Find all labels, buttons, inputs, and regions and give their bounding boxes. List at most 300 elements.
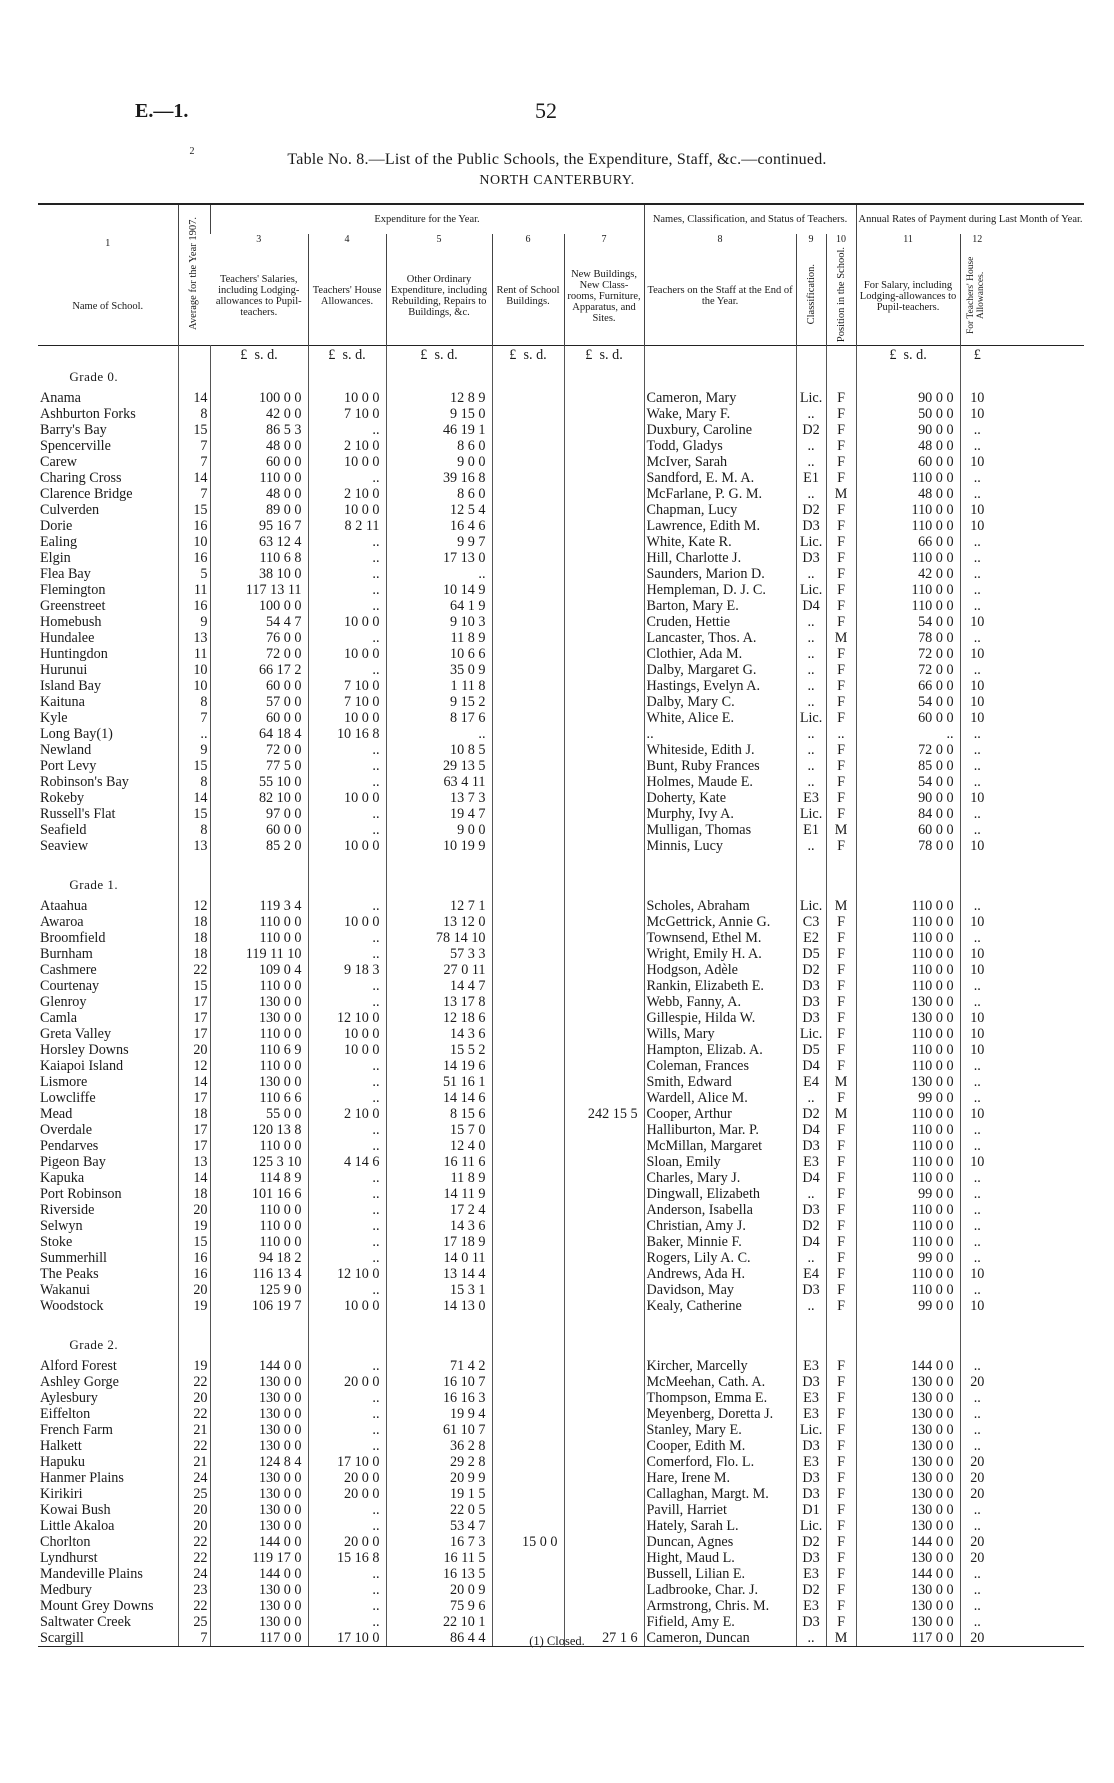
classification: D4 xyxy=(796,1170,826,1186)
new-buildings-amount xyxy=(564,1374,644,1390)
position: F xyxy=(826,774,856,790)
salary-rate: 50 0 0 xyxy=(856,406,960,422)
house-allowance-amount: .. xyxy=(308,1122,386,1138)
position: .. xyxy=(826,726,856,742)
new-buildings-amount: 242 15 5 xyxy=(564,1106,644,1122)
salaries-amount: 110 0 0 xyxy=(210,1138,308,1154)
school-name: Saltwater Creek xyxy=(40,1614,131,1631)
other-expenditure-amount: 1 11 8 xyxy=(386,678,492,694)
salary-rate: 54 0 0 xyxy=(856,694,960,710)
new-buildings-amount xyxy=(564,806,644,822)
teacher-name: Minnis, Lucy xyxy=(644,838,796,854)
teacher-name: Duxbury, Caroline xyxy=(644,422,796,438)
average-attendance: 11 xyxy=(178,646,210,662)
new-buildings-amount xyxy=(564,1614,644,1630)
salaries-amount: 144 0 0 xyxy=(210,1566,308,1582)
salaries-amount: 116 13 4 xyxy=(210,1266,308,1282)
rent-amount xyxy=(492,1422,564,1438)
school-name: Lyndhurst xyxy=(40,1550,98,1567)
teacher-name: Todd, Gladys xyxy=(644,438,796,454)
table-row xyxy=(38,994,1084,1010)
other-expenditure-amount: 16 7 3 xyxy=(386,1534,492,1550)
classification: D2 xyxy=(796,962,826,978)
house-allowance-amount: .. xyxy=(308,806,386,822)
new-buildings-amount xyxy=(564,1298,644,1314)
house-allowance-rate: 10 xyxy=(960,1010,994,1026)
right-margin-cell xyxy=(994,1534,1084,1550)
classification: D3 xyxy=(796,1202,826,1218)
salary-rate: 99 0 0 xyxy=(856,1186,960,1202)
average-attendance: 8 xyxy=(178,406,210,422)
position: F xyxy=(826,1614,856,1630)
right-margin-cell xyxy=(994,454,1084,470)
units-other: £ s. d. xyxy=(386,346,492,365)
house-allowance-amount: .. xyxy=(308,1218,386,1234)
other-expenditure-amount: 16 11 5 xyxy=(386,1550,492,1566)
table-row xyxy=(38,438,1084,454)
house-allowance-amount: .. xyxy=(308,994,386,1010)
new-buildings-amount xyxy=(564,1550,644,1566)
position: F xyxy=(826,534,856,550)
right-margin-cell xyxy=(994,914,1084,930)
rent-amount xyxy=(492,1486,564,1502)
other-expenditure-amount: 10 14 9 xyxy=(386,582,492,598)
other-expenditure-amount: 19 4 7 xyxy=(386,806,492,822)
position: F xyxy=(826,1486,856,1502)
new-buildings-amount xyxy=(564,1170,644,1186)
house-allowance-amount: 2 10 0 xyxy=(308,438,386,454)
salaries-amount: 110 0 0 xyxy=(210,930,308,946)
other-expenditure-amount: 20 9 9 xyxy=(386,1470,492,1486)
position: F xyxy=(826,550,856,566)
salary-rate: 110 0 0 xyxy=(856,598,960,614)
house-allowance-rate: .. xyxy=(960,1422,994,1438)
average-attendance: 20 xyxy=(178,1518,210,1534)
house-allowance-amount: .. xyxy=(308,1090,386,1106)
house-allowance-amount: .. xyxy=(308,1406,386,1422)
new-buildings-amount xyxy=(564,1390,644,1406)
other-expenditure-amount: .. xyxy=(386,726,492,742)
average-attendance: 21 xyxy=(178,1422,210,1438)
school-name: Newland xyxy=(40,742,92,759)
house-allowance-rate: .. xyxy=(960,1202,994,1218)
table-row xyxy=(38,1454,1084,1470)
classification: Lic. xyxy=(796,1518,826,1534)
right-margin-cell xyxy=(994,422,1084,438)
classification: .. xyxy=(796,1630,826,1647)
position: M xyxy=(826,1106,856,1122)
col-classification-header: Classification. xyxy=(796,247,826,346)
salary-rate: 130 0 0 xyxy=(856,1422,960,1438)
classification: D3 xyxy=(796,1138,826,1154)
house-allowance-rate: .. xyxy=(960,758,994,774)
average-attendance: 8 xyxy=(178,694,210,710)
rent-amount xyxy=(492,566,564,582)
house-allowance-rate: 10 xyxy=(960,1154,994,1170)
salary-rate: 130 0 0 xyxy=(856,1470,960,1486)
teacher-name: McIver, Sarah xyxy=(644,454,796,470)
average-attendance: 19 xyxy=(178,1358,210,1374)
gap-cell xyxy=(386,1314,492,1332)
other-expenditure-amount: 78 14 10 xyxy=(386,930,492,946)
other-expenditure-amount: 8 15 6 xyxy=(386,1106,492,1122)
right-margin-cell xyxy=(994,726,1084,742)
right-margin-cell xyxy=(994,1614,1084,1630)
right-margin-cell xyxy=(994,1010,1084,1026)
salaries-amount: 48 0 0 xyxy=(210,438,308,454)
average-attendance: 15 xyxy=(178,978,210,994)
units-house-rate: £ xyxy=(960,346,994,365)
house-allowance-amount: .. xyxy=(308,630,386,646)
other-expenditure-amount: 13 7 3 xyxy=(386,790,492,806)
other-expenditure-amount: 17 2 4 xyxy=(386,1202,492,1218)
house-allowance-rate: 10 xyxy=(960,710,994,726)
new-buildings-amount xyxy=(564,646,644,662)
house-allowance-rate: .. xyxy=(960,1282,994,1298)
house-allowance-amount: .. xyxy=(308,470,386,486)
new-buildings-amount xyxy=(564,1422,644,1438)
rent-amount xyxy=(492,742,564,758)
other-expenditure-amount: 22 10 1 xyxy=(386,1614,492,1630)
salaries-amount: 130 0 0 xyxy=(210,1582,308,1598)
salary-rate: 110 0 0 xyxy=(856,1138,960,1154)
school-name: Medbury xyxy=(40,1582,93,1599)
house-allowance-rate: .. xyxy=(960,630,994,646)
average-attendance: 22 xyxy=(178,1438,210,1454)
school-name: Charing Cross xyxy=(40,470,122,487)
classification: Lic. xyxy=(796,898,826,914)
new-buildings-amount xyxy=(564,1250,644,1266)
classification: D3 xyxy=(796,1374,826,1390)
salary-rate: 99 0 0 xyxy=(856,1298,960,1314)
table-row xyxy=(38,1122,1084,1138)
right-margin-cell xyxy=(994,1154,1084,1170)
other-expenditure-amount: 12 4 0 xyxy=(386,1138,492,1154)
school-name: Flemington xyxy=(40,582,106,599)
position: F xyxy=(826,454,856,470)
position: F xyxy=(826,1042,856,1058)
grade-spacer xyxy=(386,1332,492,1358)
rent-amount xyxy=(492,1438,564,1454)
salaries-amount: 110 0 0 xyxy=(210,1234,308,1250)
gap-cell xyxy=(856,854,960,872)
average-attendance: 12 xyxy=(178,898,210,914)
gap-cell xyxy=(644,1314,796,1332)
other-expenditure-amount: 13 12 0 xyxy=(386,914,492,930)
average-attendance: 11 xyxy=(178,582,210,598)
new-buildings-amount xyxy=(564,1202,644,1218)
right-margin-cell xyxy=(994,1422,1084,1438)
table-row xyxy=(38,1470,1084,1486)
salary-rate: 78 0 0 xyxy=(856,838,960,854)
col-number-12: 12 xyxy=(960,234,994,247)
position: F xyxy=(826,1186,856,1202)
house-allowance-amount: 20 0 0 xyxy=(308,1486,386,1502)
house-allowance-amount: .. xyxy=(308,566,386,582)
teacher-name: Cameron, Mary xyxy=(644,390,796,406)
salaries-amount: 110 0 0 xyxy=(210,1026,308,1042)
house-allowance-amount: .. xyxy=(308,774,386,790)
house-allowance-amount: .. xyxy=(308,550,386,566)
table-row xyxy=(38,930,1084,946)
new-buildings-amount xyxy=(564,1518,644,1534)
grade-spacer xyxy=(308,1332,386,1358)
rent-amount xyxy=(492,1218,564,1234)
house-allowance-amount: .. xyxy=(308,898,386,914)
house-allowance-amount: .. xyxy=(308,758,386,774)
gap-cell xyxy=(492,1314,564,1332)
classification: D4 xyxy=(796,1122,826,1138)
right-margin-cell xyxy=(994,742,1084,758)
new-buildings-amount xyxy=(564,838,644,854)
grade-spacer xyxy=(856,872,960,898)
salaries-amount: 100 0 0 xyxy=(210,598,308,614)
gap-cell xyxy=(826,854,856,872)
right-margin-cell xyxy=(994,1566,1084,1582)
house-allowance-rate: .. xyxy=(960,422,994,438)
other-expenditure-amount: 17 18 9 xyxy=(386,1234,492,1250)
house-allowance-amount: .. xyxy=(308,1282,386,1298)
average-attendance: 20 xyxy=(178,1390,210,1406)
salaries-amount: 72 0 0 xyxy=(210,646,308,662)
teacher-name: Halliburton, Mar. P. xyxy=(644,1122,796,1138)
position: F xyxy=(826,1422,856,1438)
right-margin-cell xyxy=(994,1406,1084,1422)
house-allowance-rate: 10 xyxy=(960,646,994,662)
new-buildings-amount: 27 1 6 xyxy=(564,1630,644,1647)
table-row xyxy=(38,502,1084,518)
house-allowance-amount: .. xyxy=(308,1598,386,1614)
other-expenditure-amount: 53 4 7 xyxy=(386,1518,492,1534)
teacher-name: Sloan, Emily xyxy=(644,1154,796,1170)
school-name: Alford Forest xyxy=(40,1358,117,1375)
school-name: The Peaks xyxy=(40,1266,99,1283)
grade-spacer xyxy=(796,872,826,898)
col-number-10: 10 xyxy=(826,234,856,247)
expenditure-group-header: Expenditure for the Year. xyxy=(210,204,644,234)
house-allowance-amount: 20 0 0 xyxy=(308,1534,386,1550)
house-allowance-rate: .. xyxy=(960,726,994,742)
salaries-amount: 119 3 4 xyxy=(210,898,308,914)
col-house-allowances-header: Teachers' House Allowances. xyxy=(308,247,386,346)
table-row xyxy=(38,662,1084,678)
school-name: Kowai Bush xyxy=(40,1502,111,1519)
position: F xyxy=(826,1374,856,1390)
classification: D3 xyxy=(796,1470,826,1486)
right-margin-cell xyxy=(994,1090,1084,1106)
new-buildings-amount xyxy=(564,614,644,630)
table-row xyxy=(38,1026,1084,1042)
col-new-buildings-header: New Buildings, New Class-rooms, Furniture, Apparatus, and Sites. xyxy=(564,247,644,346)
right-margin-cell xyxy=(994,582,1084,598)
school-name: Flea Bay xyxy=(40,566,91,583)
school-name: Courtenay xyxy=(40,978,100,995)
other-expenditure-amount: 46 19 1 xyxy=(386,422,492,438)
house-allowance-amount: .. xyxy=(308,742,386,758)
school-name: Kaiapoi Island xyxy=(40,1058,124,1075)
grade-spacer xyxy=(210,1332,308,1358)
teacher-name: Wills, Mary xyxy=(644,1026,796,1042)
house-allowance-amount: .. xyxy=(308,1422,386,1438)
average-attendance: 20 xyxy=(178,1502,210,1518)
table-row xyxy=(38,914,1084,930)
table-row xyxy=(38,1550,1084,1566)
units-spacer xyxy=(38,346,178,365)
house-allowance-amount: .. xyxy=(308,930,386,946)
house-allowance-amount: 20 0 0 xyxy=(308,1470,386,1486)
school-name: Mount Grey Downs xyxy=(40,1598,154,1615)
school-name: Overdale xyxy=(40,1122,92,1139)
average-attendance: 10 xyxy=(178,678,210,694)
school-name: Culverden xyxy=(40,502,100,519)
units-rent: £ s. d. xyxy=(492,346,564,365)
salary-rate: 110 0 0 xyxy=(856,518,960,534)
classification: D4 xyxy=(796,1234,826,1250)
classification: Lic. xyxy=(796,390,826,406)
classification: .. xyxy=(796,454,826,470)
right-margin-cell xyxy=(994,486,1084,502)
salaries-amount: 120 13 8 xyxy=(210,1122,308,1138)
average-attendance: 16 xyxy=(178,1250,210,1266)
house-allowance-amount: 7 10 0 xyxy=(308,694,386,710)
new-buildings-amount xyxy=(564,994,644,1010)
teacher-name: Christian, Amy J. xyxy=(644,1218,796,1234)
salary-rate: 110 0 0 xyxy=(856,1026,960,1042)
new-buildings-amount xyxy=(564,1486,644,1502)
right-margin-cell xyxy=(994,1470,1084,1486)
new-buildings-amount xyxy=(564,390,644,406)
school-name: Glenroy xyxy=(40,994,87,1011)
rent-amount xyxy=(492,710,564,726)
teacher-name: Hight, Maud L. xyxy=(644,1550,796,1566)
school-name: Pendarves xyxy=(40,1138,99,1155)
rent-amount xyxy=(492,694,564,710)
new-buildings-amount xyxy=(564,534,644,550)
house-allowance-rate: 20 xyxy=(960,1470,994,1486)
position: F xyxy=(826,1518,856,1534)
table-row xyxy=(38,1202,1084,1218)
new-buildings-amount xyxy=(564,1010,644,1026)
grade-spacer xyxy=(826,1332,856,1358)
right-margin-cell xyxy=(994,1550,1084,1566)
house-allowance-rate: .. xyxy=(960,742,994,758)
average-attendance: 8 xyxy=(178,822,210,838)
classification: E3 xyxy=(796,1406,826,1422)
other-expenditure-amount: 10 19 9 xyxy=(386,838,492,854)
house-allowance-rate: .. xyxy=(960,1566,994,1582)
average-attendance: 15 xyxy=(178,806,210,822)
other-expenditure-amount: 14 13 0 xyxy=(386,1298,492,1314)
teacher-name: Sandford, E. M. A. xyxy=(644,470,796,486)
school-name: Woodstock xyxy=(40,1298,104,1315)
average-attendance: 18 xyxy=(178,930,210,946)
salaries-amount: 63 12 4 xyxy=(210,534,308,550)
house-allowance-rate: 10 xyxy=(960,914,994,930)
position: F xyxy=(826,566,856,582)
right-margin-cell xyxy=(994,1502,1084,1518)
right-margin-cell xyxy=(994,1202,1084,1218)
salaries-amount: 130 0 0 xyxy=(210,994,308,1010)
salaries-amount: 85 2 0 xyxy=(210,838,308,854)
classification: D4 xyxy=(796,598,826,614)
average-attendance: 10 xyxy=(178,534,210,550)
position: F xyxy=(826,1502,856,1518)
position: F xyxy=(826,598,856,614)
new-buildings-amount xyxy=(564,946,644,962)
classification: D3 xyxy=(796,978,826,994)
salary-rate: 130 0 0 xyxy=(856,1074,960,1090)
table-row xyxy=(38,710,1084,726)
classification: .. xyxy=(796,566,826,582)
average-attendance: 22 xyxy=(178,1374,210,1390)
average-attendance: 17 xyxy=(178,994,210,1010)
house-allowance-amount: .. xyxy=(308,1138,386,1154)
classification: Lic. xyxy=(796,1422,826,1438)
units-salaries: £ s. d. xyxy=(210,346,308,365)
table-row xyxy=(38,646,1084,662)
salaries-amount: 130 0 0 xyxy=(210,1438,308,1454)
average-attendance: .. xyxy=(178,726,210,742)
rent-amount xyxy=(492,1042,564,1058)
position: F xyxy=(826,1138,856,1154)
teacher-name: Kealy, Catherine xyxy=(644,1298,796,1314)
salary-rate: 48 0 0 xyxy=(856,486,960,502)
col-school-name-header: 1 Name of School. xyxy=(72,238,144,313)
other-expenditure-amount: 51 16 1 xyxy=(386,1074,492,1090)
classification: D2 xyxy=(796,1582,826,1598)
units-row xyxy=(38,346,1084,365)
average-attendance: 17 xyxy=(178,1026,210,1042)
teacher-name: McFarlane, P. G. M. xyxy=(644,486,796,502)
right-margin-cell xyxy=(994,1106,1084,1122)
house-allowance-rate: .. xyxy=(960,470,994,486)
school-name: Summerhill xyxy=(40,1250,107,1267)
salaries-amount: 125 3 10 xyxy=(210,1154,308,1170)
house-allowance-rate: .. xyxy=(960,930,994,946)
average-attendance: 17 xyxy=(178,1122,210,1138)
classification: D1 xyxy=(796,1502,826,1518)
grade-heading-row xyxy=(38,872,1084,898)
gap-cell xyxy=(826,1314,856,1332)
units-spacer xyxy=(644,346,796,365)
house-allowance-rate: .. xyxy=(960,1058,994,1074)
rent-amount xyxy=(492,1566,564,1582)
salary-rate: 110 0 0 xyxy=(856,1234,960,1250)
salary-rate: 110 0 0 xyxy=(856,1122,960,1138)
school-name: Greta Valley xyxy=(40,1026,112,1043)
salary-rate: 117 0 0 xyxy=(856,1630,960,1647)
rent-amount xyxy=(492,726,564,742)
position: F xyxy=(826,1358,856,1374)
salary-rate: 130 0 0 xyxy=(856,994,960,1010)
grade-heading-row xyxy=(38,364,1084,390)
position: F xyxy=(826,742,856,758)
table-row xyxy=(38,1422,1084,1438)
col-number-7: 7 xyxy=(564,234,644,247)
rent-amount xyxy=(492,1406,564,1422)
right-margin-cell xyxy=(994,774,1084,790)
right-margin-cell xyxy=(994,438,1084,454)
school-name: Hundalee xyxy=(40,630,95,647)
gap-cell xyxy=(210,854,308,872)
classification: .. xyxy=(796,774,826,790)
table-row xyxy=(38,1186,1084,1202)
rent-amount xyxy=(492,978,564,994)
new-buildings-amount xyxy=(564,1218,644,1234)
new-buildings-amount xyxy=(564,1090,644,1106)
average-attendance: 13 xyxy=(178,838,210,854)
salary-rate: 110 0 0 xyxy=(856,1218,960,1234)
